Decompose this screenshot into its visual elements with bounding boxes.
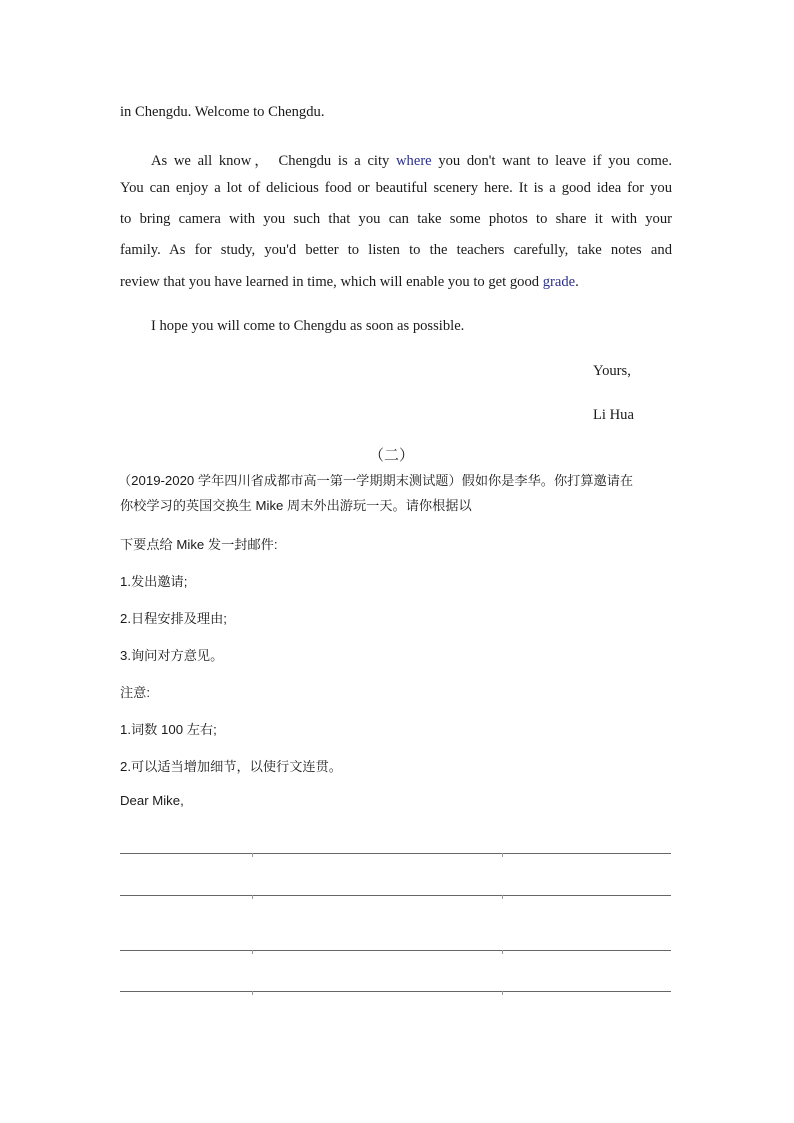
point-item: 1.发出邀请; — [120, 574, 188, 589]
writing-line — [120, 853, 671, 854]
writing-line — [120, 895, 671, 896]
point-item: 3.询问对方意见。 — [120, 648, 224, 663]
highlight-word: where — [396, 153, 432, 169]
line-divider — [502, 991, 503, 995]
paragraph-line: to bring camera with you such that you can take some photos to share it with your — [120, 211, 672, 227]
notice-label: 注意: — [120, 685, 151, 700]
line-divider — [252, 991, 253, 995]
paragraph-hope: I hope you will come to Chengdu as soon as possible. — [151, 318, 465, 334]
line-divider — [502, 950, 503, 954]
writing-line — [120, 950, 671, 951]
notice-item: 2.可以适当增加细节，以使行文连贯。 — [120, 759, 342, 774]
section-heading: （二） — [369, 448, 415, 464]
paragraph-line — [151, 149, 672, 170]
paragraph-line — [120, 274, 579, 291]
text-run: As we all know， Chengdu is a city — [151, 153, 396, 169]
text-run: you don't want to leave if you come. — [431, 153, 673, 169]
notice-item: 1.词数 100 左右; — [120, 722, 217, 737]
line-divider — [252, 853, 253, 857]
letter-closing: Yours, — [593, 363, 631, 379]
letter-opening-line: in Chengdu. Welcome to Chengdu. — [120, 104, 325, 120]
line-divider — [252, 895, 253, 899]
line-divider — [502, 895, 503, 899]
letter-signature: Li Hua — [593, 407, 634, 423]
prompt-intro-line: 你校学习的英国交换生 Mike 周末外出游玩一天。请你根据以 — [120, 498, 472, 513]
prompt-intro-line: 下要点给 Mike 发一封邮件: — [120, 537, 278, 552]
text-run: review that you have learned in time, which will enable you to get good — [120, 274, 543, 290]
paragraph-line: family. As for study, you'd better to listen to the teachers carefully, take notes and — [120, 242, 672, 258]
line-divider — [502, 853, 503, 857]
line-divider — [252, 950, 253, 954]
highlight-word: grade — [542, 274, 576, 290]
point-item: 2.日程安排及理由; — [120, 611, 227, 626]
paragraph-line: You can enjoy a lot of delicious food or beautiful scenery here. It is a good idea for you — [120, 180, 672, 196]
text-run: . — [575, 274, 579, 290]
salutation: Dear Mike, — [120, 793, 184, 808]
writing-line — [120, 991, 671, 992]
prompt-intro-line: （2019-2020 学年四川省成都市高一第一学期期末测试题）假如你是李华。你打算邀请在 — [118, 473, 634, 488]
